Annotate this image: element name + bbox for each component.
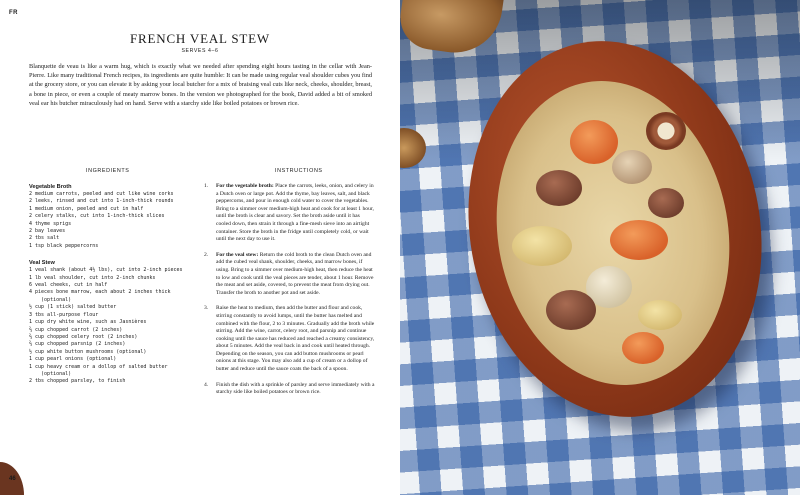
carrot-piece (622, 332, 664, 364)
ingredient-item: 2 bay leaves (29, 228, 66, 235)
recipe-serves: SERVES 4–6 (181, 48, 219, 54)
ingredient-item: 4 thyme sprigs (29, 220, 72, 227)
step-number: 4. (204, 381, 209, 388)
carrot-piece (610, 220, 668, 260)
step-lead: For the vegetable broth: (216, 183, 274, 189)
step-text: Finish the dish with a sprinkle of parsley and serve immediately with a starchy side like boiled potatoes or brown rice. (216, 381, 375, 396)
ingredient-item: ⅔ cup chopped parsnip (2 inches) (29, 341, 126, 348)
ingredient-item: 2 tbs salt (29, 235, 60, 242)
ingredient-item: ½ cup (1 stick) salted butter (29, 304, 117, 311)
ingredient-item: ⅔ cup chopped carrot (2 inches) (29, 326, 123, 333)
ingredient-item: 1 cup pearl onions (optional) (29, 356, 117, 363)
step-text: Place the carrots, leeks, onion, and celery in a Dutch oven or large pot. Add the thyme, bay leaves, salt, and black peppercorns, and pour in enough cold water to cover the vegetables. Bring to a simmer over medium-high heat and cook for at least 1 hour, until the broth is clear and savory. Set the broth aside until it has cooled down, then strain it through a fine-mesh sieve into an airtight container. Store the broth in the fridge until completely cold, or wait until the next day to use it. (216, 183, 374, 243)
veal-chunk (546, 290, 596, 330)
recipe-title: FRENCH VEAL STEW (130, 31, 270, 46)
potato-piece (512, 226, 572, 266)
ingredient-item: 2 tbs chopped parsley, to finish (29, 378, 126, 385)
ingredient-item: 3 tbs all-purpose flour (29, 311, 99, 318)
ingredient-item: 1 tsp black peppercorns (29, 242, 99, 249)
ingredient-item: (optional) (29, 296, 72, 303)
ingredient-item: ⅔ cup chopped celery root (2 inches) (29, 333, 138, 340)
step-number: 3. (204, 305, 209, 312)
step-lead: For the veal stew: (216, 251, 259, 258)
step-text: Raise the heat to medium, then add the butter and flour and cook, stirring constantly to avoid lumps, until the butter has melted and combined with the flour, 2 to 3 minutes. Gradually add the broth while stirring. Add the wine, carrot, celery root, and parsnip and continue cooking until the sauce has reduced and reached a creamy consistency, about 5 minutes. Add the veal back in and cook until heated through. Depending on the season, you can add button mushrooms or pearl onions at this stage. You may also add a cup of cream or a dollop of butter and reduce until the sauce coats the back of a spoon. (216, 305, 375, 373)
step-number: 1. (204, 183, 209, 189)
instructions-list (204, 183, 376, 405)
ingredient-item: ½ cup white button mushrooms (optional) (29, 348, 147, 355)
ingredient-item: 2 medium carrots, peeled and cut like wine corks (29, 191, 174, 197)
ingredient-item: 6 veal cheeks, cut in half (29, 282, 108, 289)
carrot-piece (570, 120, 618, 164)
potato-piece (638, 300, 682, 330)
ingredient-item: 2 celery stalks, cut into 1-inch-thick slices (29, 213, 165, 220)
ingredient-item: 2 leeks, rinsed and cut into 1-inch-thick rounds (29, 198, 174, 205)
ingredient-group-title: Veal Stew (29, 260, 55, 267)
instructions-heading: INSTRUCTIONS (275, 168, 323, 174)
ingredient-item: 4 pieces bone marrow, each about 2 inches thick (29, 289, 171, 296)
instruction-step (204, 252, 376, 298)
mushroom (612, 150, 652, 184)
ingredient-group (29, 259, 204, 386)
veal-chunk (536, 170, 582, 206)
recipe-intro: Blanquette de veau is like a warm hug, which is exactly what we needed after spending eight hours tasting in the cellar with Jean-Pierre. Like many traditional French recipes, its ingredients are quite humble: It can be made using regular veal shoulder cubes you find at the grocery store, or you can elevate it by asking your local butcher for a mix of braising veal cuts like neck, cheeks, shoulder, breast, a bone in piece, or even a couple of meaty marrow bones. In the version we photographed for the book, David added a bit of smoked veal ear his butcher miraculously had on hand. Serve with a starchy side like boiled potatoes or brown rice. (29, 63, 372, 107)
step-text: Return the cold broth to the clean Dutch oven and add the cubed veal shank, shoulder, cheeks, and marrow bones, if using. Bring to a simmer over medium-high heat, then reduce the heat to low and cook until the veal pieces are tender, about 1 hour. Remove the meat and set aside, covered, to prevent the meat from drying out. Transfer the broth to another pot and set aside. (216, 251, 374, 296)
instruction-step (204, 382, 376, 397)
step-number: 2. (204, 251, 209, 258)
page-number: 46 (9, 476, 16, 482)
ingredient-item: 1 cup heavy cream or a dollop of salted butter (29, 363, 168, 370)
ingredient-item: 1 veal shank (about 4½ lbs), cut into 2-inch pieces (29, 267, 183, 274)
ingredient-group-title: Vegetable Broth (29, 184, 72, 190)
ingredients-list (29, 183, 204, 386)
section-tag: FR (9, 10, 18, 16)
ingredient-group (29, 183, 204, 250)
ingredient-item: 1 cup dry white wine, such as Jasnières (29, 319, 147, 326)
instruction-step (204, 305, 376, 373)
veal-chunk (648, 188, 684, 218)
ingredient-item: 1 lb veal shoulder, cut into 2-inch chunks (29, 274, 156, 281)
ingredients-heading: INGREDIENTS (86, 168, 130, 174)
ingredient-item: 1 medium onion, peeled and cut in half (29, 205, 144, 212)
marrow-bone (646, 112, 686, 150)
instruction-step (204, 183, 376, 244)
ingredient-item: (optional) (29, 370, 72, 377)
food-photo (400, 0, 800, 495)
